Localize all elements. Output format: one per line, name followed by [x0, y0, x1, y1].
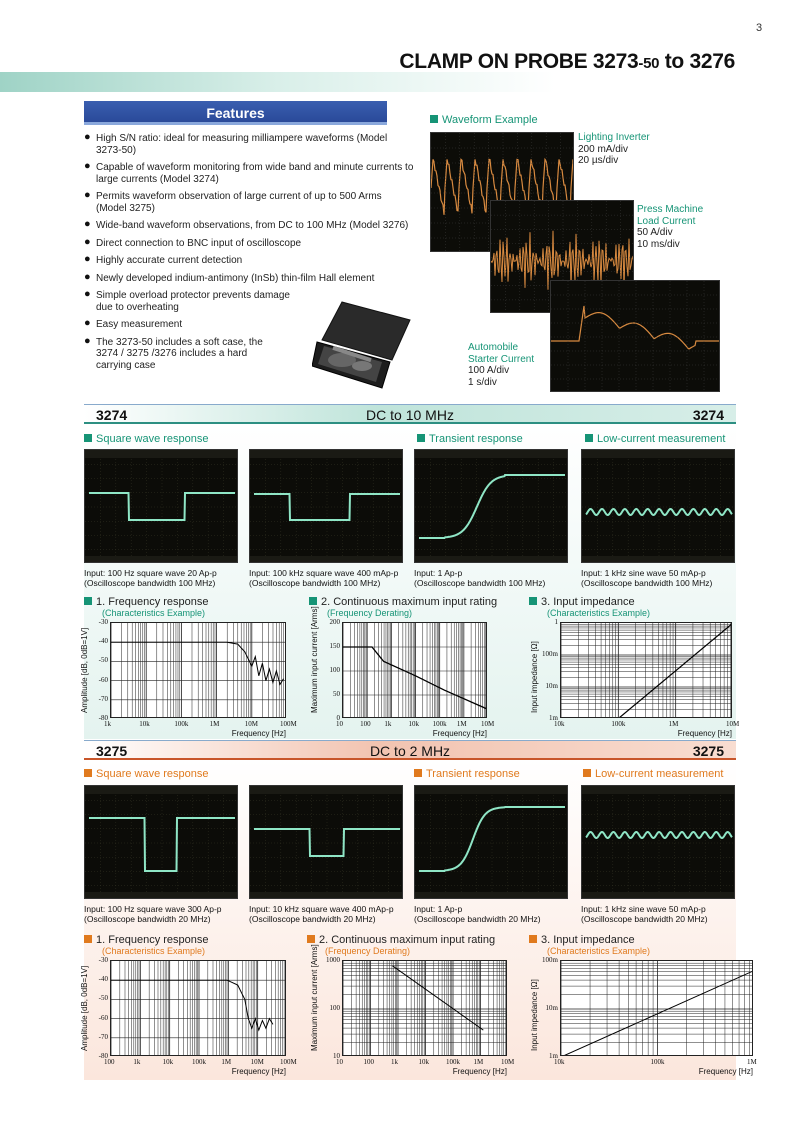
caption-line: (Oscilloscope bandwidth 20 MHz) — [249, 914, 376, 924]
model-3274-square-title — [84, 433, 209, 445]
y-axis-label: Amplitude [dB, 0dB=1V] — [80, 965, 89, 1051]
x-tick-label: 1k — [104, 720, 111, 728]
x-tick-label: 10M — [726, 720, 740, 728]
y-tick-label: 100 — [329, 1004, 340, 1012]
model-3275-label-left: 3275 — [96, 743, 128, 759]
x-tick-label: 10 — [336, 720, 343, 728]
caption-3274-2 — [249, 568, 398, 588]
y-axis-label: Amplitude [dB, 0dB=1V] — [80, 627, 89, 713]
square-bullet-icon — [583, 769, 591, 777]
x-tick-label: 100M — [280, 720, 297, 728]
automobile-starter-trace — [551, 281, 720, 392]
x-tick-label: 1k — [384, 720, 392, 728]
input-impedance-graph-3275 — [530, 956, 773, 1086]
frequency-response-graph-3275 — [80, 956, 306, 1086]
square-response-label: Square wave response — [96, 768, 209, 780]
graph-title: 3. Input impedance — [541, 934, 635, 946]
x-tick-label: 1k — [391, 1058, 398, 1066]
y-tick-label: -60 — [98, 1013, 108, 1022]
graph-subtitle: (Characteristics Example) — [547, 946, 651, 956]
graph-plot-area — [110, 622, 286, 718]
y-tick-label: 10m — [545, 682, 558, 690]
scope-trace — [85, 450, 238, 563]
scope-3275-transient — [414, 785, 568, 899]
title-bar — [0, 72, 793, 92]
model-3274-label-right: 3274 — [692, 407, 724, 423]
x-tick-label: 100k — [446, 1058, 460, 1066]
title-sub: -50 — [638, 55, 660, 72]
x-tick-label: 10k — [162, 1058, 174, 1066]
model-3274-transient-title — [417, 433, 523, 445]
graph-subtitle: (Frequency Derating) — [325, 946, 411, 956]
feature-item: ● High S/N ratio: ideal for measuring milliampere waveforms (Model 3273-50) — [84, 133, 414, 156]
x-tick-label: 10 — [336, 1058, 343, 1066]
x-axis-label: Frequency [Hz] — [231, 729, 286, 738]
y-axis-label: Input impedance [Ω] — [530, 979, 539, 1051]
input-impedance-graph-3274 — [530, 618, 752, 748]
y-tick-label: -60 — [98, 675, 108, 684]
caption-line: (Oscilloscope bandwidth 100 MHz) — [84, 578, 216, 588]
x-tick-label: 100k — [611, 720, 626, 728]
caption-3274-3 — [414, 568, 545, 588]
x-tick-label: 100k — [432, 720, 447, 728]
square-bullet-icon — [529, 935, 537, 943]
y-axis-label: Input impedance [Ω] — [530, 641, 539, 713]
y-tick-label: 0 — [336, 714, 340, 722]
graph-plot-area — [560, 622, 732, 718]
scope-3274-lowcurrent — [581, 449, 735, 563]
square-bullet-icon — [309, 597, 317, 605]
x-tick-label: 10M — [501, 1058, 515, 1066]
caption-line: Input: 100 Hz square wave 300 Ap-p — [84, 904, 222, 914]
g-3275-imp-title — [529, 935, 650, 956]
x-tick-label: 1k — [133, 1058, 141, 1066]
y-tick-label: -50 — [98, 994, 108, 1003]
y-axis-label: Maximum input current [Arms] — [310, 944, 319, 1051]
scope-3274-square-100khz — [249, 449, 403, 563]
scope-3274-square-100hz — [84, 449, 238, 563]
graph-svg — [111, 623, 286, 718]
lighting-inverter-scale-a: 200 mA/div — [578, 143, 629, 155]
press-machine-label — [637, 204, 703, 250]
automobile-starter-name: Automobile — [468, 342, 519, 353]
graph-svg — [561, 961, 753, 1056]
graph-plot-area — [560, 960, 753, 1056]
graph-title: 1. Frequency response — [96, 596, 209, 608]
transient-response-label: Transient response — [426, 768, 520, 780]
model-3275-range: DC to 2 MHz — [369, 743, 451, 759]
low-current-label: Low-current measurement — [595, 768, 724, 780]
x-tick-label: 10M — [244, 720, 259, 728]
x-tick-label: 10k — [554, 720, 565, 728]
y-tick-label: 1m — [549, 1052, 558, 1060]
scope-3274-transient — [414, 449, 568, 563]
graph-svg — [343, 961, 507, 1056]
press-machine-name-2: Load Current — [637, 215, 696, 227]
graph-svg — [343, 623, 487, 718]
x-tick-label: 10M — [481, 720, 495, 728]
x-tick-label: 100M — [280, 1058, 297, 1066]
graph-subtitle: (Characteristics Example) — [102, 946, 206, 956]
g-3274-imp-title — [529, 597, 650, 618]
caption-line: Input: 100 kHz square wave 400 mAp-p — [249, 568, 399, 578]
press-machine-name: Press Machine — [637, 204, 704, 215]
lighting-inverter-name: Lighting Inverter — [578, 132, 650, 143]
x-tick-label: 1M — [209, 720, 220, 728]
square-bullet-icon — [585, 434, 593, 442]
model-3275-banner — [84, 740, 736, 760]
x-axis-label: Frequency [Hz] — [452, 1067, 507, 1076]
x-tick-label: 100k — [650, 1058, 665, 1066]
caption-line: Input: 10 kHz square wave 400 mAp-p — [249, 904, 394, 914]
automobile-starter-scale-a: 100 A/div — [468, 365, 510, 376]
y-tick-label: -80 — [98, 714, 108, 722]
caption-line: (Oscilloscope bandwidth 20 MHz) — [581, 914, 708, 924]
x-tick-label: 100k — [174, 720, 189, 728]
automobile-starter-label — [468, 342, 534, 388]
model-3275-transient-title — [414, 768, 520, 780]
graph-title: 2. Continuous maximum input rating — [319, 934, 496, 946]
press-machine-scale-a: 50 A/div — [637, 227, 673, 238]
frequency-response-graph-3274 — [80, 618, 306, 748]
feature-item: ● The 3273-50 includes a soft case, the 3274 / 3275 /3276 includes a hard carrying case — [84, 337, 274, 372]
y-tick-label: -80 — [98, 1052, 108, 1060]
caption-line: (Oscilloscope bandwidth 100 MHz) — [249, 578, 381, 588]
feature-item: ● Easy measurement — [84, 319, 414, 331]
page-title — [399, 50, 735, 74]
automobile-starter-scale-t: 1 s/div — [468, 376, 497, 388]
page-number: 3 — [756, 22, 763, 34]
x-tick-label: 10k — [139, 720, 150, 728]
title-main: CLAMP ON PROBE 3273 — [399, 50, 639, 73]
model-3275-square-title — [84, 768, 209, 780]
waveform-example-label: Waveform Example — [442, 114, 538, 126]
y-tick-label: 100m — [542, 650, 558, 658]
x-tick-label: 100 — [360, 720, 371, 728]
y-tick-label: -30 — [98, 956, 108, 964]
feature-item: ● Wide-band waveform observations, from DC to 100 MHz (Model 3276) — [84, 220, 414, 232]
y-tick-label: 1000 — [326, 956, 340, 964]
square-bullet-icon — [414, 769, 422, 777]
y-tick-label: -40 — [98, 975, 108, 984]
scope-3275-square-10khz — [249, 785, 403, 899]
scope-trace — [85, 786, 238, 899]
y-axis-label: Maximum input current [Arms] — [310, 606, 319, 713]
feature-item: ● Capable of waveform monitoring from wide band and minute currents to large currents (Model 3274) — [84, 162, 414, 185]
caption-3274-1 — [84, 568, 217, 588]
press-machine-scale-t: 10 ms/div — [637, 238, 680, 250]
caption-line: (Oscilloscope bandwidth 20 MHz) — [414, 914, 541, 924]
x-tick-label: 10k — [408, 720, 419, 728]
y-tick-label: 1 — [554, 618, 558, 626]
model-3274-label-left: 3274 — [96, 407, 128, 423]
y-tick-label: -40 — [98, 637, 108, 646]
x-tick-label: 1M — [473, 1058, 484, 1066]
caption-line: (Oscilloscope bandwidth 100 MHz) — [581, 578, 713, 588]
y-tick-label: 10m — [545, 1004, 558, 1012]
graph-title: 1. Frequency response — [96, 934, 209, 946]
graph-plot-area — [342, 960, 507, 1056]
x-tick-label: 1M — [747, 1058, 757, 1066]
caption-line: (Oscilloscope bandwidth 20 MHz) — [84, 914, 211, 924]
caption-3274-4 — [581, 568, 712, 588]
scope-3275-square-100hz — [84, 785, 238, 899]
graph-plot-area — [342, 622, 487, 718]
x-axis-label: Frequency [Hz] — [432, 729, 487, 738]
square-bullet-icon — [84, 434, 92, 442]
y-tick-label: -70 — [98, 694, 108, 703]
g-3274-freq-title — [84, 597, 209, 618]
graph-subtitle: (Characteristics Example) — [547, 608, 651, 618]
automobile-starter-name-2: Starter Current — [468, 353, 535, 365]
caption-3275-3 — [414, 904, 541, 924]
y-tick-label: -50 — [98, 656, 108, 665]
y-tick-label: -30 — [98, 618, 108, 626]
y-tick-label: 10 — [333, 1052, 340, 1060]
model-3274-lowcurrent-title — [585, 433, 725, 445]
scope-trace — [250, 786, 403, 899]
graph-subtitle: (Frequency Derating) — [327, 608, 413, 618]
scope-trace — [250, 450, 403, 563]
title-tail: to 3276 — [659, 50, 735, 73]
carrying-case-image — [312, 300, 412, 390]
model-3275-lowcurrent-title — [583, 768, 723, 780]
scope-trace — [415, 786, 568, 899]
lighting-inverter-scale-t: 20 µs/div — [578, 155, 619, 166]
x-axis-label: Frequency [Hz] — [231, 1067, 286, 1076]
feature-item: ● Direct connection to BNC input of oscilloscope — [84, 238, 414, 250]
x-tick-label: 1M — [456, 720, 467, 728]
graph-subtitle: (Characteristics Example) — [102, 608, 206, 618]
x-tick-label: 100 — [363, 1058, 374, 1066]
graph-svg — [111, 961, 286, 1056]
feature-item: ● Simple overload protector prevents damage due to overheating — [84, 290, 309, 313]
x-tick-label: 1M — [668, 720, 679, 728]
caption-line: Input: 1 Ap-p — [414, 904, 463, 914]
features-heading: Features — [84, 101, 387, 125]
y-tick-label: 200 — [329, 618, 340, 626]
x-tick-label: 100k — [192, 1058, 206, 1066]
graph-title: 2. Continuous maximum input rating — [321, 596, 498, 608]
caption-line: Input: 100 Hz square wave 20 Ap-p — [84, 568, 217, 578]
x-axis-label: Frequency [Hz] — [677, 729, 732, 738]
caption-line: Input: 1 kHz sine wave 50 mAp-p — [581, 904, 706, 914]
y-tick-label: 100 — [329, 666, 340, 674]
caption-line: Input: 1 kHz sine wave 50 mAp-p — [581, 568, 706, 578]
square-bullet-icon — [417, 434, 425, 442]
square-response-label: Square wave response — [96, 433, 209, 445]
x-tick-label: 100 — [104, 1058, 115, 1066]
feature-item: ● Newly developed indium-antimony (InSb) thin-film Hall element — [84, 273, 414, 285]
graph-plot-area — [110, 960, 286, 1056]
g-3275-rating-title — [307, 935, 495, 956]
model-3275-label-right: 3275 — [692, 743, 724, 759]
square-bullet-icon — [84, 769, 92, 777]
square-bullet-icon — [84, 597, 92, 605]
waveform-example-title — [430, 114, 538, 126]
x-tick-label: 10k — [418, 1058, 429, 1066]
scope-trace — [582, 786, 735, 899]
model-3274-range: DC to 10 MHz — [366, 407, 454, 423]
x-tick-label: 10k — [554, 1058, 565, 1066]
graph-svg — [561, 623, 732, 718]
square-bullet-icon — [84, 935, 92, 943]
y-tick-label: 1m — [549, 714, 558, 722]
g-3274-rating-title — [309, 597, 497, 618]
g-3275-freq-title — [84, 935, 209, 956]
feature-item: ● Highly accurate current detection — [84, 255, 414, 267]
caption-3275-1 — [84, 904, 222, 924]
scope-trace — [415, 450, 568, 563]
caption-3275-2 — [249, 904, 394, 924]
x-axis-label: Frequency [Hz] — [698, 1067, 753, 1076]
caption-3275-4 — [581, 904, 708, 924]
x-tick-label: 1M — [221, 1058, 232, 1066]
square-bullet-icon — [529, 597, 537, 605]
square-bullet-icon — [430, 115, 438, 123]
lighting-inverter-label — [578, 132, 650, 167]
feature-item: ● Permits waveform observation of large current of up to 500 Arms (Model 3275) — [84, 191, 414, 214]
model-3274-banner — [84, 404, 736, 424]
automobile-starter-scope — [550, 280, 720, 392]
graph-title: 3. Input impedance — [541, 596, 635, 608]
y-tick-label: 50 — [333, 690, 340, 698]
low-current-label: Low-current measurement — [597, 433, 726, 445]
x-tick-label: 10M — [250, 1058, 264, 1066]
transient-response-label: Transient response — [429, 433, 523, 445]
scope-trace — [582, 450, 735, 563]
y-tick-label: 100m — [542, 956, 558, 964]
y-tick-label: -70 — [98, 1032, 108, 1041]
graph-curve — [111, 642, 284, 684]
y-tick-label: 150 — [329, 642, 340, 650]
square-bullet-icon — [307, 935, 315, 943]
caption-line: (Oscilloscope bandwidth 100 MHz) — [414, 578, 546, 588]
caption-line: Input: 1 Ap-p — [414, 568, 463, 578]
scope-3275-lowcurrent — [581, 785, 735, 899]
